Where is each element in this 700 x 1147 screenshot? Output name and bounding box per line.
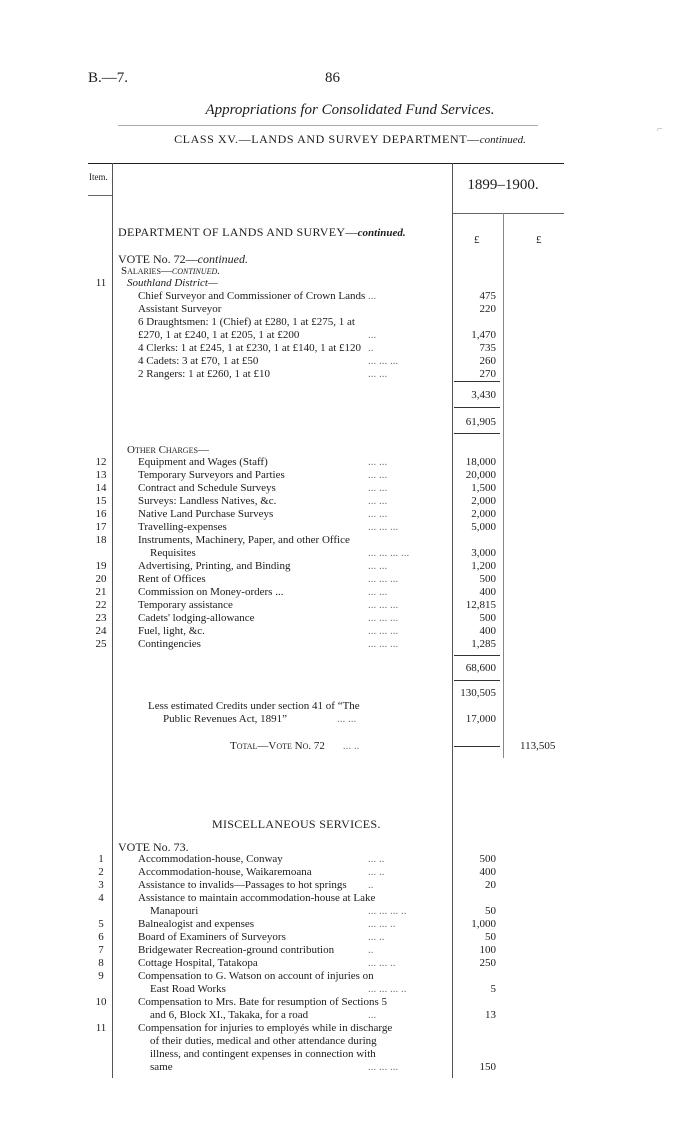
item-number: 17 [95,521,107,533]
page-reference: B.—7. [88,70,129,86]
leader-dots: ... ... [368,368,388,380]
item-number: 7 [98,944,104,956]
line-description: Temporary Surveyors and Parties [138,469,285,481]
leader-dots: .. [368,342,374,354]
line-description: Compensation to G. Watson on account of injuries on [138,970,374,982]
line-amount: 50 [485,905,496,917]
item-column-header: Item. [89,172,108,182]
line-description: and 6, Block XI., Takaka, for a road [150,1009,309,1021]
item-number: 1 [98,853,104,865]
line-amount: 500 [479,573,496,585]
line-amount: 1,285 [471,638,496,650]
line-description: Cadets' lodging-allowance [138,612,255,624]
line-description: Commission on Money-orders ... [138,586,284,598]
leader-dots: ... ... [368,495,388,507]
line-amount: 400 [479,866,496,878]
item-number: 21 [95,586,107,598]
line-amount: 400 [479,625,496,637]
item-number: 22 [95,599,107,611]
table-top-rule [88,163,564,164]
line-description: Accommodation-house, Conway [138,853,283,865]
leader-dots: ... ... ... [368,1061,399,1073]
item-number: 16 [95,508,107,520]
line-description: Manapouri [150,905,199,917]
line-description: illness, and contingent expenses in connection with [150,1048,376,1060]
leader-dots: ... ... [368,508,388,520]
item-number: 2 [98,866,104,878]
line-amount: 1,000 [471,918,496,930]
salaries-grand-total: 61,905 [465,416,496,428]
page-title: Appropriations for Consolidated Fund Services. [205,102,495,118]
other-charges-heading: Other Charges— [127,444,209,456]
leader-dots: ... ... ... .. [368,905,407,917]
item-number: 19 [95,560,107,572]
line-amount: 500 [479,612,496,624]
item-number: 4 [98,892,104,904]
vote-73-heading: VOTE No. 73. [118,840,189,854]
vote-heading: VOTE No. 72—continued. [118,252,248,266]
stray-mark: ⌐ [657,124,663,135]
line-description: Advertising, Printing, and Binding [138,560,291,572]
line-description: 4 Clerks: 1 at £245, 1 at £230, 1 at £140, 1 at £120 [138,342,362,354]
vote-total-label: Total—Vote No. 72 ... .. [230,740,360,752]
leader-dots: ... ... ... [368,612,399,624]
subtotal-rule [454,655,500,656]
line-amount: 18,000 [465,456,496,468]
subtotal-rule [454,433,500,434]
line-amount: 20 [485,879,496,891]
line-description: East Road Works [150,983,226,995]
line-description: Equipment and Wages (Staff) [138,456,268,468]
item-number: 10 [95,996,107,1008]
item-number: 23 [95,612,107,624]
line-amount: 50 [485,931,496,943]
department-heading: DEPARTMENT OF LANDS AND SURVEY—continued. [118,225,406,239]
line-description: Rent of Offices [138,573,206,585]
pound-symbol: £ [474,234,480,246]
line-description: Balnealogist and expenses [138,918,255,930]
line-amount: 2,000 [471,495,496,507]
item-number: 20 [95,573,107,585]
leader-dots: ... .. [368,866,385,878]
leader-dots: ... ... [368,469,388,481]
other-charges-total: 68,600 [465,662,496,674]
leader-dots: ... [368,1009,377,1021]
line-amount: 100 [479,944,496,956]
title-rule [118,125,538,126]
subtotal-rule [454,407,500,408]
leader-dots: ... ... .. [368,957,396,969]
line-description: Bridgewater Recreation-ground contribution [138,944,335,956]
line-description: Requisites [150,547,196,559]
item-number: 13 [95,469,107,481]
line-amount: 475 [479,290,496,302]
line-amount: 150 [479,1061,496,1073]
line-amount: 13 [485,1009,496,1021]
line-amount: 2,000 [471,508,496,520]
item-number: 25 [95,638,107,650]
line-amount: 260 [479,355,496,367]
leader-dots: ... ... ... ... [368,547,410,559]
item-number: 24 [95,625,107,637]
leader-dots: ... .. [368,853,385,865]
line-description: Fuel, light, &c. [138,625,205,637]
item-number: 9 [98,970,104,982]
amount-column-divider [452,163,453,1078]
leader-dots: ... [368,290,377,302]
line-amount: 400 [479,586,496,598]
district-heading: Southland District— [127,277,218,289]
item-number: 11 [95,277,107,289]
leader-dots: ... ... [368,456,388,468]
leader-dots: ... ... ... .. [368,983,407,995]
line-amount: 1,470 [471,329,496,341]
line-description: Instruments, Machinery, Paper, and other Office [138,534,350,546]
line-description: Compensation for injuries to employés while in discharge [138,1022,393,1034]
leader-dots: ... ... ... [368,573,399,585]
line-description: Assistance to maintain accommodation-house at Lake [138,892,376,904]
line-amount: 3,000 [471,547,496,559]
salaries-subtotal: 3,430 [471,389,496,401]
pound-symbol: £ [536,234,542,246]
line-description: Cottage Hospital, Tatakopa [138,957,258,969]
line-description: Travelling-expenses [138,521,227,533]
leader-dots: ... ... ... [368,599,399,611]
item-number: 5 [98,918,104,930]
subtotal-rule [454,680,500,681]
leader-dots: ... [368,329,377,341]
dash-rule [454,746,500,747]
line-description: Assistance to invalids—Passages to hot springs [138,879,347,891]
leader-dots: ... ... ... [368,638,399,650]
line-amount: 20,000 [465,469,496,481]
line-description: Accommodation-house, Waikaremoana [138,866,312,878]
line-amount: 500 [479,853,496,865]
leader-dots: ... ... [368,586,388,598]
less-credits-line: Less estimated Credits under section 41 of “The [148,700,360,712]
less-credits-amount: 17,000 [465,713,496,725]
salaries-heading: Salaries—continued. [121,265,220,277]
leader-dots: ... ... ... [368,625,399,637]
line-amount: 735 [479,342,496,354]
line-description: Contingencies [138,638,201,650]
line-description: same [150,1061,173,1073]
year-column-header: 1899–1900. [467,177,539,193]
line-amount: 1,500 [471,482,496,494]
leader-dots: .. [368,944,374,956]
item-number: 3 [98,879,104,891]
leader-dots: ... ... ... [368,521,399,533]
line-amount: 270 [479,368,496,380]
line-amount: 250 [479,957,496,969]
line-amount: 12,815 [465,599,496,611]
subtotal-rule [454,381,500,382]
item-number: 11 [95,1022,107,1034]
leader-dots: ... ... [368,560,388,572]
vote-total-amount: 113,505 [520,740,556,752]
miscellaneous-heading: MISCELLANEOUS SERVICES. [212,817,381,831]
line-description: Surveys: Landless Natives, &c. [138,495,277,507]
line-amount: 1,200 [471,560,496,572]
line-description: of their duties, medical and other attendance during [150,1035,377,1047]
page-number: 86 [325,70,340,86]
line-description: Chief Surveyor and Commissioner of Crown Lands [138,290,366,302]
item-number: 12 [95,456,107,468]
line-description: 4 Cadets: 3 at £70, 1 at £50 [138,355,259,367]
leader-dots: ... .. [368,931,385,943]
line-description: Contract and Schedule Surveys [138,482,276,494]
line-description: Native Land Purchase Surveys [138,508,274,520]
item-header-rule [88,195,112,196]
line-description: £270, 1 at £240, 1 at £205, 1 at £200 [138,329,300,341]
line-description: Board of Examiners of Surveyors [138,931,286,943]
line-amount: 5,000 [471,521,496,533]
line-description: 6 Draughtsmen: 1 (Chief) at £280, 1 at £275, 1 at [138,316,355,328]
year-header-rule [453,213,564,214]
leader-dots: ... ... [368,482,388,494]
item-number: 14 [95,482,107,494]
line-description: Temporary assistance [138,599,233,611]
item-number: 15 [95,495,107,507]
line-description: Compensation to Mrs. Bate for resumption of Sections 5 [138,996,387,1008]
class-title: CLASS XV.—LANDS AND SURVEY DEPARTMENT—continued. [174,132,526,146]
total-column-divider [503,213,504,758]
leader-dots: ... ... .. [368,918,396,930]
leader-dots: .. [368,879,374,891]
item-number: 8 [98,957,104,969]
line-amount: 5 [490,983,496,995]
line-description: 2 Rangers: 1 at £260, 1 at £10 [138,368,270,380]
line-description: Assistant Surveyor [138,303,222,315]
less-credits-line: Public Revenues Act, 1891” ... ... [163,713,357,725]
item-number: 18 [95,534,107,546]
item-number: 6 [98,931,104,943]
leader-dots: ... ... ... [368,355,399,367]
vote-grand-total: 130,505 [460,687,496,699]
line-amount: 220 [479,303,496,315]
